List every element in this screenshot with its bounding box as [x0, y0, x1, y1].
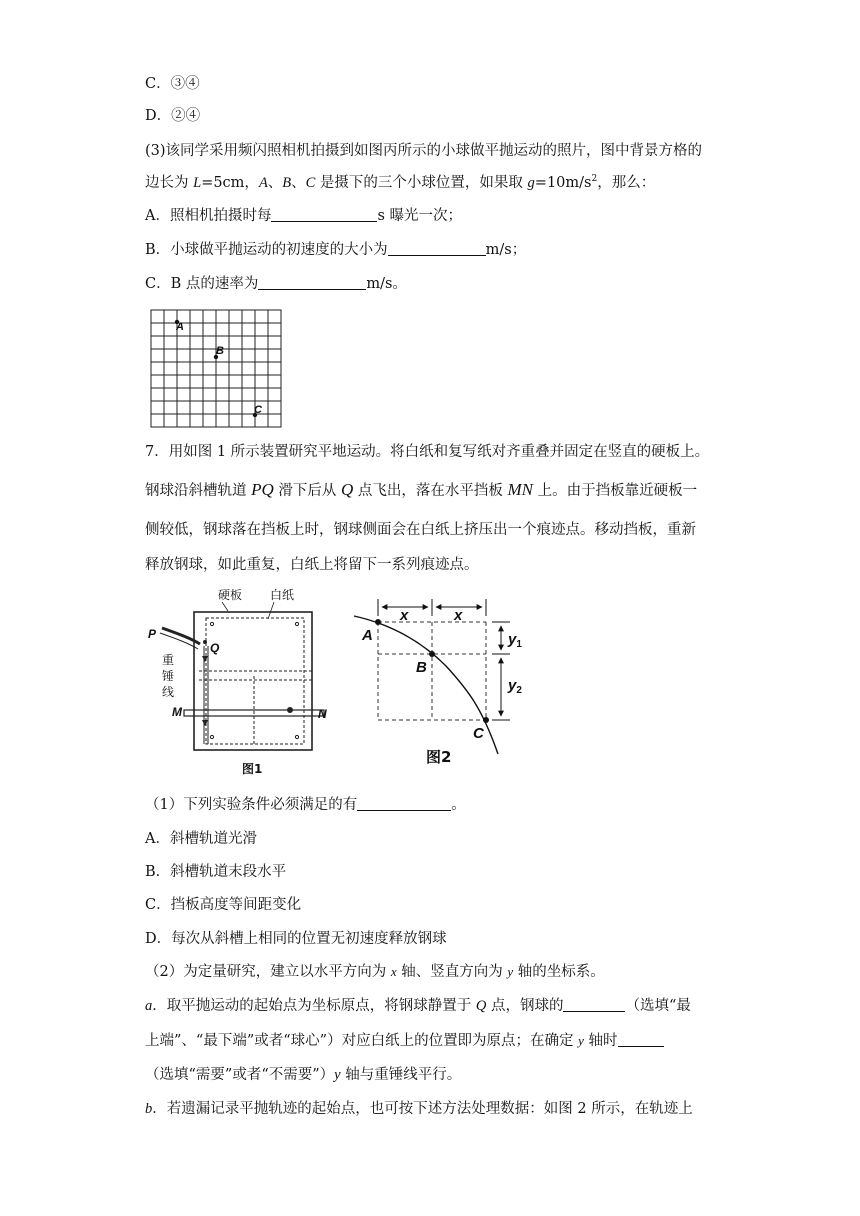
label-point-b: B: [416, 659, 427, 676]
answer-blank[interactable]: [258, 275, 366, 290]
label-plumb-1: 重: [162, 653, 175, 667]
label-hardboard: 硬板: [218, 588, 243, 602]
label-point-c: C: [473, 725, 484, 742]
q3-line1: (3)该同学采用频闪照相机拍摄到如图丙所示的小球做平抛运动的照片，图中背景方格的: [145, 143, 703, 159]
q7-line3: 侧较低，钢球落在挡板上时，钢球侧面会在白纸上挤压出一个痕迹点。移动挡板，重新: [145, 522, 696, 538]
figure-2-trajectory: [350, 596, 546, 772]
q7-sub2-a-line1: a．取平抛运动的起始点为坐标原点，将钢球静置于 Q 点，钢球的 （选填“最: [145, 998, 691, 1014]
grid-figure: [148, 308, 284, 430]
label-q: Q: [210, 641, 220, 655]
label-plumb-2: 锤: [162, 669, 175, 683]
answer-blank[interactable]: [271, 207, 377, 222]
figure-1-caption: 图1: [242, 762, 263, 776]
label-whitepaper: 白纸: [270, 588, 295, 602]
q7-sub1-option-c: C．挡板高度等间距变化: [145, 897, 302, 913]
label-p: P: [148, 627, 157, 641]
label-y-2: $y_2$: [508, 677, 522, 696]
q7-sub2-b-line1: b．若遗漏记录平抛轨迹的起始点，也可按下述方法处理数据：如图 2 所示，在轨迹上: [145, 1101, 693, 1117]
label-point-a: A: [362, 627, 373, 644]
grid-label-c: C: [254, 404, 262, 416]
answer-blank[interactable]: [357, 796, 451, 811]
q7-sub2-a-line3: （选填“需要”或者“不需要”）y 轴与重锤线平行。: [145, 1067, 462, 1083]
q7-sub1-option-a: A．斜槽轨道光滑: [145, 831, 257, 847]
trajectory-point-c: [483, 717, 489, 723]
q7-line4: 释放钢球，如此重复，白纸上将留下一系列痕迹点。: [145, 557, 479, 573]
trajectory-point-b: [429, 651, 435, 657]
q7-sub1-option-d: D．每次从斜槽上相同的位置无初速度释放钢球: [145, 931, 447, 947]
grid-label-b: B: [216, 345, 224, 357]
q7-sub2-a-line2: 上端”、“最下端”或者“球心”）对应白纸上的位置即为原点；在确定 y 轴时: [145, 1031, 664, 1051]
trajectory-point-a: [375, 619, 381, 625]
answer-blank[interactable]: [618, 1032, 664, 1047]
q7-sub2-stem: （2）为定量研究，建立以水平方向为 x 轴、竖直方向为 y 轴的坐标系。: [145, 964, 605, 980]
option-c-prev: C．③④: [145, 76, 200, 92]
label-x-1: x: [400, 607, 409, 624]
label-n: N: [318, 707, 327, 721]
figure-2-caption: 图2: [426, 748, 452, 766]
q3-line2: 边长为 L=5cm，A、B、C 是摄下的三个小球位置，如果取 $g=10m/s^2$，那么：: [145, 174, 656, 191]
option-d-prev: D．②④: [145, 108, 201, 124]
figure-1-apparatus: [144, 586, 334, 778]
label-m: M: [172, 705, 182, 719]
q7-sub1-option-b: B．斜槽轨道末段水平: [145, 864, 287, 880]
q7-line1: 7．用如图 1 所示装置研究平地运动。将白纸和复写纸对齐重叠并固定在竖直的硬板上。: [145, 444, 710, 460]
q3-part-b: B．小球做平抛运动的初速度的大小为 m/s；: [145, 242, 527, 258]
q7-line2: 钢球沿斜槽轨道 PQ 滑下后从 Q 点飞出，落在水平挡板 MN 上。由于挡板靠近硬板一: [145, 480, 698, 499]
q3-part-a: A．照相机拍摄时每 s 曝光一次；: [145, 208, 463, 224]
grid-label-a: A: [176, 321, 184, 333]
q3-part-c: C．B 点的速率为 m/s。: [145, 276, 407, 292]
q7-sub1-stem: （1）下列实验条件必须满足的有 。: [145, 797, 466, 813]
answer-blank[interactable]: [388, 241, 486, 256]
label-plumb-3: 线: [162, 685, 175, 699]
answer-blank[interactable]: [563, 997, 625, 1012]
label-x-2: x: [454, 607, 463, 624]
label-y-1: $y_1$: [508, 631, 522, 650]
